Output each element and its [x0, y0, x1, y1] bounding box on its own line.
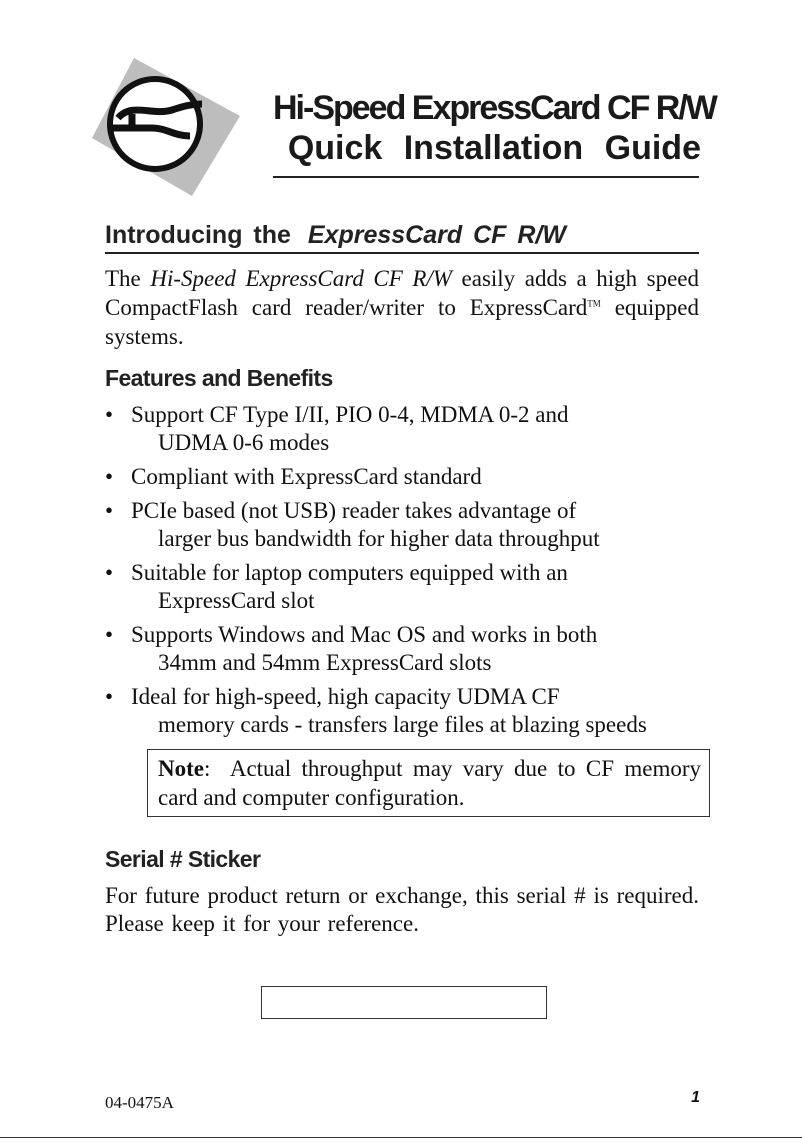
- intro-para-prefix: The: [105, 266, 141, 291]
- feature-item-line: PCIe based (not USB) reader takes advantage of: [131, 498, 577, 523]
- bottom-divider: [0, 1137, 802, 1138]
- siig-logo: [92, 58, 240, 196]
- intro-heading: [105, 218, 699, 254]
- serial-paragraph: For future product return or exchange, this serial # is required. Please keep it for your reference.: [105, 883, 699, 936]
- intro-heading-product: ExpressCard CF R/W: [307, 221, 566, 249]
- bullet-icon: •: [105, 622, 114, 647]
- document-code: 04-0475A: [105, 1093, 174, 1112]
- feature-item: [105, 401, 699, 457]
- feature-item: [105, 497, 699, 553]
- bullet-icon: •: [105, 464, 114, 489]
- feature-item-continuation: memory cards - transfers large files at blazing speeds: [158, 712, 647, 737]
- main-content: [105, 218, 699, 745]
- feature-item: [105, 683, 699, 739]
- feature-item-line: Support CF Type I/II, PIO 0-4, MDMA 0-2 and: [131, 402, 569, 427]
- feature-item: [105, 621, 699, 677]
- feature-item: [105, 559, 699, 615]
- feature-item-continuation: UDMA 0-6 modes: [158, 430, 330, 455]
- header-divider: [273, 176, 699, 178]
- page-number: 1: [691, 1089, 700, 1106]
- bullet-icon: •: [105, 560, 114, 585]
- feature-item-line: Ideal for high-speed, high capacity UDMA CF: [131, 684, 560, 709]
- feature-item-line: Suitable for laptop computers equipped with an: [131, 560, 568, 585]
- feature-item-continuation: larger bus bandwidth for higher data throughput: [158, 526, 600, 551]
- note-label: Note: [158, 756, 204, 781]
- feature-item-line: Compliant with ExpressCard standard: [131, 464, 482, 489]
- intro-para-text: easily adds a high speed CompactFlash card reader/writer to ExpressCard: [105, 266, 700, 320]
- features-list: [105, 401, 699, 739]
- feature-item-continuation: 34mm and 54mm ExpressCard slots: [158, 650, 492, 675]
- bullet-icon: •: [105, 498, 114, 523]
- trademark-mark: TM: [587, 298, 601, 309]
- serial-heading: Serial # Sticker: [105, 846, 261, 872]
- bullet-icon: •: [105, 684, 114, 709]
- siig-s-logo-icon: [92, 58, 240, 196]
- bullet-icon: •: [105, 402, 114, 427]
- product-title: Hi-Speed ExpressCard CF R/W: [273, 89, 716, 127]
- intro-heading-prefix: Introducing the: [105, 221, 291, 249]
- feature-item-line: Supports Windows and Mac OS and works in both: [131, 622, 598, 647]
- guide-title: Quick Installation Guide: [287, 129, 701, 167]
- features-heading: Features and Benefits: [105, 365, 333, 391]
- feature-item-continuation: ExpressCard slot: [158, 588, 315, 613]
- note-text: Actual throughput may vary due to CF memory card and computer configuration.: [158, 756, 701, 810]
- intro-paragraph: [105, 264, 699, 351]
- document-header: [273, 88, 716, 168]
- serial-sticker-box: [261, 986, 547, 1019]
- note-box: Note: Actual throughput may vary due to CF memory card and computer configuration.: [147, 749, 710, 817]
- feature-item: [105, 463, 699, 491]
- intro-para-end: equipped systems.: [105, 295, 700, 349]
- serial-section: [105, 844, 699, 938]
- intro-para-product: Hi-Speed ExpressCard CF R/W: [150, 266, 452, 291]
